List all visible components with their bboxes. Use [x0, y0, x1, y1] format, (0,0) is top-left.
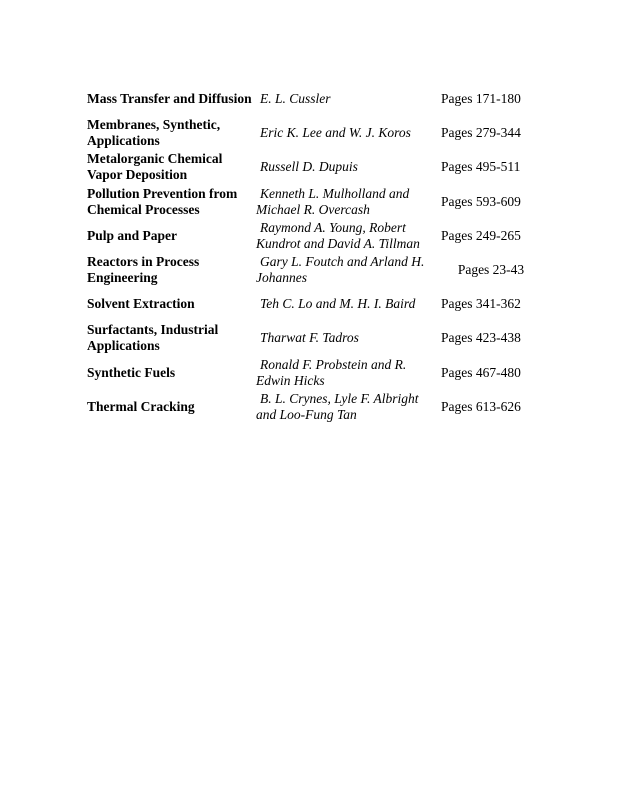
article-authors: Eric K. Lee and W. J. Koros [260, 125, 411, 141]
article-title: Membranes, Synthetic, Applications [87, 117, 221, 149]
contents-table [87, 82, 547, 424]
article-authors: Teh C. Lo and M. H. I. Baird [260, 296, 416, 312]
article-authors: Ronald F. Probstein and R. Edwin Hicks [256, 356, 407, 388]
article-title: Thermal Cracking [87, 398, 195, 414]
article-title: Pulp and Paper [87, 227, 178, 243]
article-pages: Pages 613-626 [441, 398, 521, 414]
article-title: Mass Transfer and Diffusion [87, 91, 252, 107]
contents-row [87, 321, 547, 355]
article-authors: E. L. Cussler [260, 91, 331, 107]
article-authors: Gary L. Foutch and Arland H. Johannes [256, 254, 425, 286]
article-pages: Pages 249-265 [441, 227, 521, 243]
article-pages: Pages 341-362 [441, 296, 521, 312]
article-title: Synthetic Fuels [87, 364, 176, 380]
contents-row [87, 253, 547, 287]
article-authors: B. L. Crynes, Lyle F. Albright and Loo-Fung Tan [256, 390, 419, 422]
article-title: Reactors in Process Engineering [87, 254, 200, 286]
article-title: Metalorganic Chemical Vapor Deposition [87, 151, 223, 183]
contents-row [87, 356, 547, 390]
article-title: Surfactants, Industrial Applications [87, 322, 219, 354]
article-authors: Tharwat F. Tadros [260, 330, 359, 346]
article-pages: Pages 495-511 [441, 159, 521, 175]
article-title: Pollution Prevention from Chemical Processes [87, 185, 238, 217]
contents-row [87, 390, 547, 424]
contents-row [87, 219, 547, 253]
article-authors: Raymond A. Young, Robert Kundrot and David A. Tillman [256, 219, 420, 251]
contents-row [87, 287, 547, 321]
article-pages: Pages 23-43 [457, 262, 525, 278]
article-pages: Pages 279-344 [441, 125, 521, 141]
article-authors: Russell D. Dupuis [260, 159, 358, 175]
contents-row [87, 185, 547, 219]
article-pages: Pages 467-480 [441, 364, 521, 380]
article-authors: Kenneth L. Mulholland and Michael R. Overcash [256, 185, 410, 217]
article-pages: Pages 171-180 [441, 91, 521, 107]
article-pages: Pages 423-438 [441, 330, 521, 346]
article-title: Solvent Extraction [87, 296, 195, 312]
contents-row [87, 82, 547, 116]
article-pages: Pages 593-609 [441, 193, 521, 209]
contents-row [87, 150, 547, 184]
contents-row [87, 116, 547, 150]
